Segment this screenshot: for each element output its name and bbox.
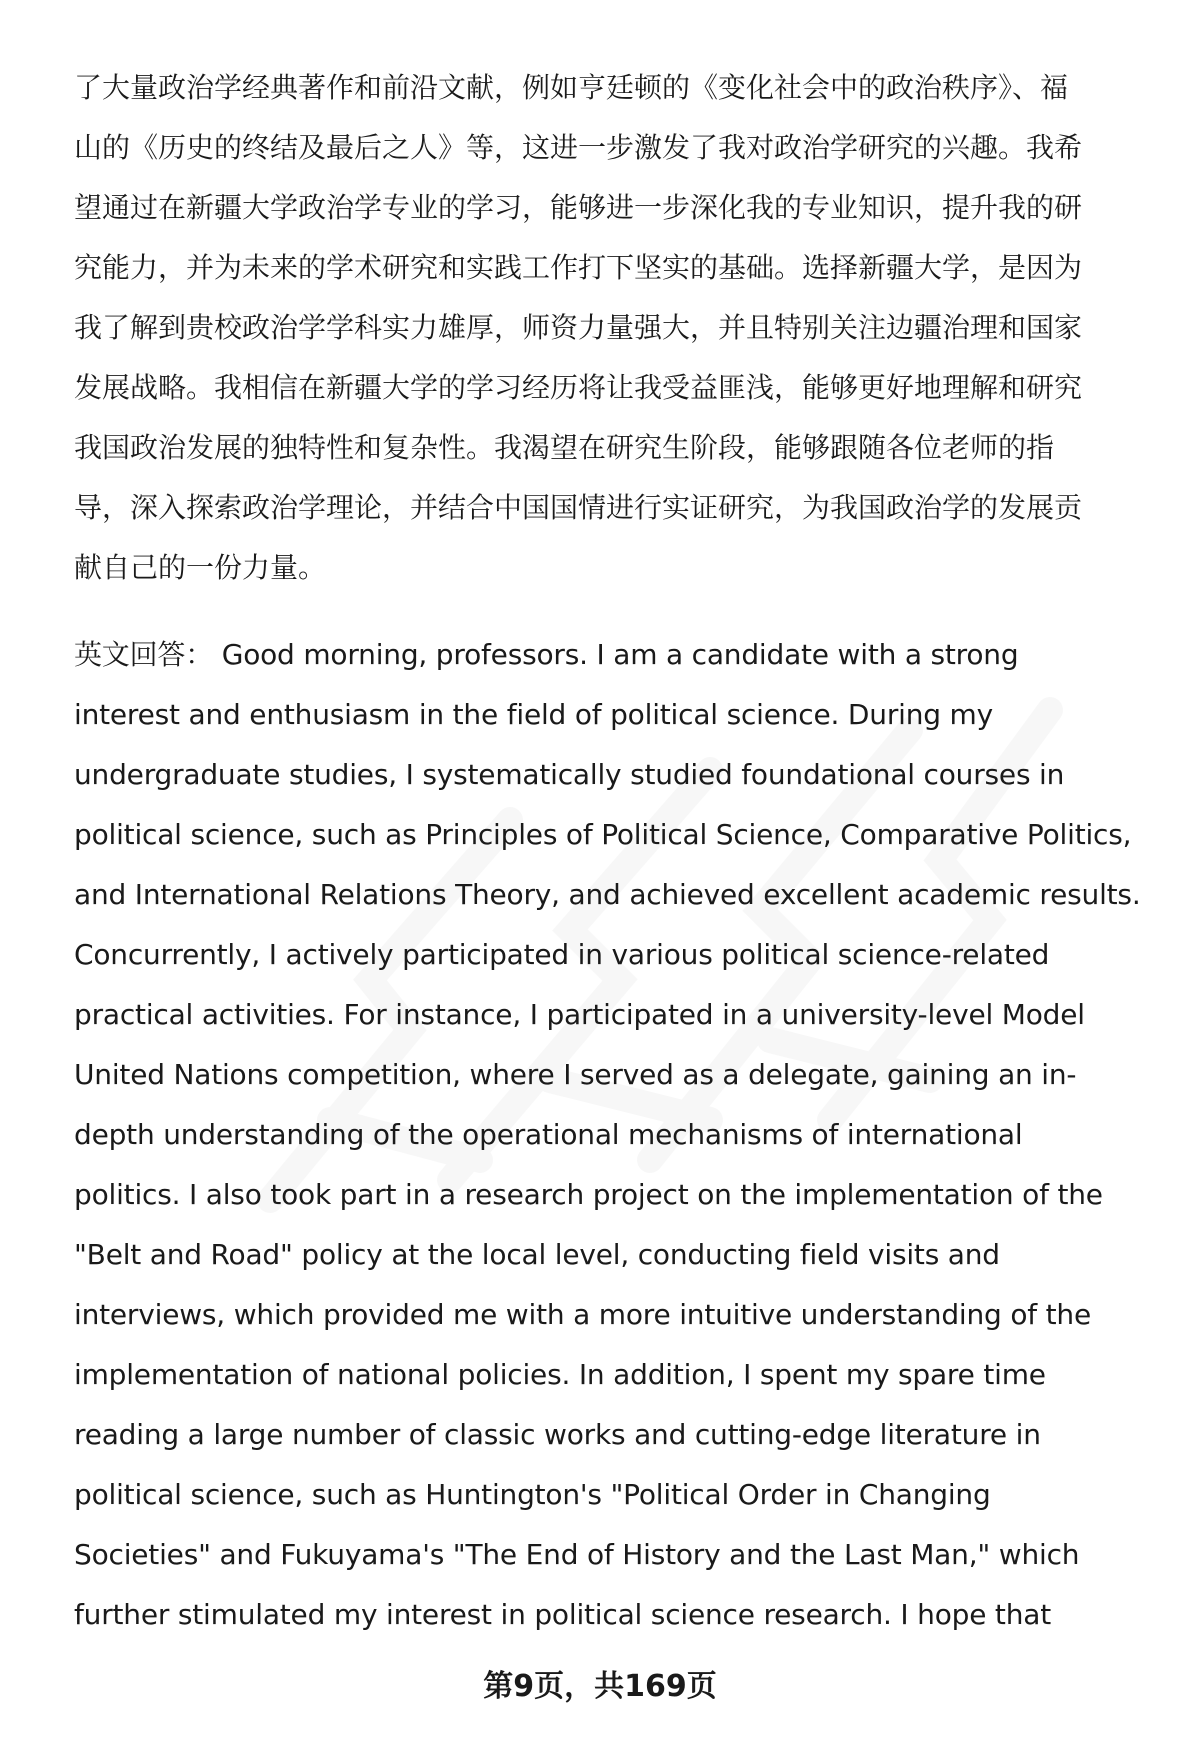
text-line: 了大量政治学经典著作和前沿文献，例如亨廷顿的《变化社会中的政治秩序》、福 — [74, 71, 1069, 104]
english-answer-paragraph — [74, 625, 1154, 1645]
text-line: 山的《历史的终结及最后之人》等，这进一步激发了我对政治学研究的兴趣。我希 — [74, 131, 1083, 164]
text-line: 我了解到贵校政治学学科实力雄厚，师资力量强大，并且特别关注边疆治理和国家 — [74, 311, 1083, 344]
text-line: 献自己的一份力量。 — [74, 551, 327, 584]
text-line: further stimulated my interest in political science research. I hope that — [74, 1598, 1051, 1631]
text-line: Societies" and Fukuyama's "The End of History and the Last Man," which — [74, 1538, 1080, 1571]
text-line: political science, such as Principles of Political Science, Comparative Politics, — [74, 818, 1132, 851]
text-line: 发展战略。我相信在新疆大学的学习经历将让我受益匪浅，能够更好地理解和研究 — [74, 371, 1083, 404]
text-line: political science, such as Huntington's "Political Order in Changing — [74, 1478, 991, 1511]
text-line: 英文回答： Good morning, professors. I am a candidate with a strong — [74, 638, 1019, 671]
text-line: interviews, which provided me with a more intuitive understanding of the — [74, 1298, 1091, 1331]
text-line: and International Relations Theory, and achieved excellent academic results. — [74, 878, 1141, 911]
chinese-answer-paragraph — [74, 58, 1154, 598]
text-line: reading a large number of classic works and cutting-edge literature in — [74, 1418, 1041, 1451]
text-line: 究能力，并为未来的学术研究和实践工作打下坚实的基础。选择新疆大学，是因为 — [74, 251, 1083, 284]
text-line: practical activities. For instance, I participated in a university-level Model — [74, 998, 1085, 1031]
text-line: 我国政治发展的独特性和复杂性。我渴望在研究生阶段，能够跟随各位老师的指 — [74, 431, 1055, 464]
text-line: 导，深入探索政治学理论，并结合中国国情进行实证研究，为我国政治学的发展贡 — [74, 491, 1083, 524]
text-line: United Nations competition, where I served as a delegate, gaining an in- — [74, 1058, 1077, 1091]
text-line: politics. I also took part in a research project on the implementation of the — [74, 1178, 1103, 1211]
text-line: 望通过在新疆大学政治学专业的学习，能够进一步深化我的专业知识，提升我的研 — [74, 191, 1083, 224]
text-line: depth understanding of the operational mechanisms of international — [74, 1118, 1023, 1151]
text-line: Concurrently, I actively participated in various political science-related — [74, 938, 1050, 971]
text-line: interest and enthusiasm in the field of political science. During my — [74, 698, 993, 731]
text-line: implementation of national policies. In addition, I spent my spare time — [74, 1358, 1046, 1391]
page-number-footer: 第9页，共169页 — [483, 1669, 717, 1704]
text-line: undergraduate studies, I systematically studied foundational courses in — [74, 758, 1065, 791]
text-line: "Belt and Road" policy at the local level, conducting field visits and — [74, 1238, 1000, 1271]
